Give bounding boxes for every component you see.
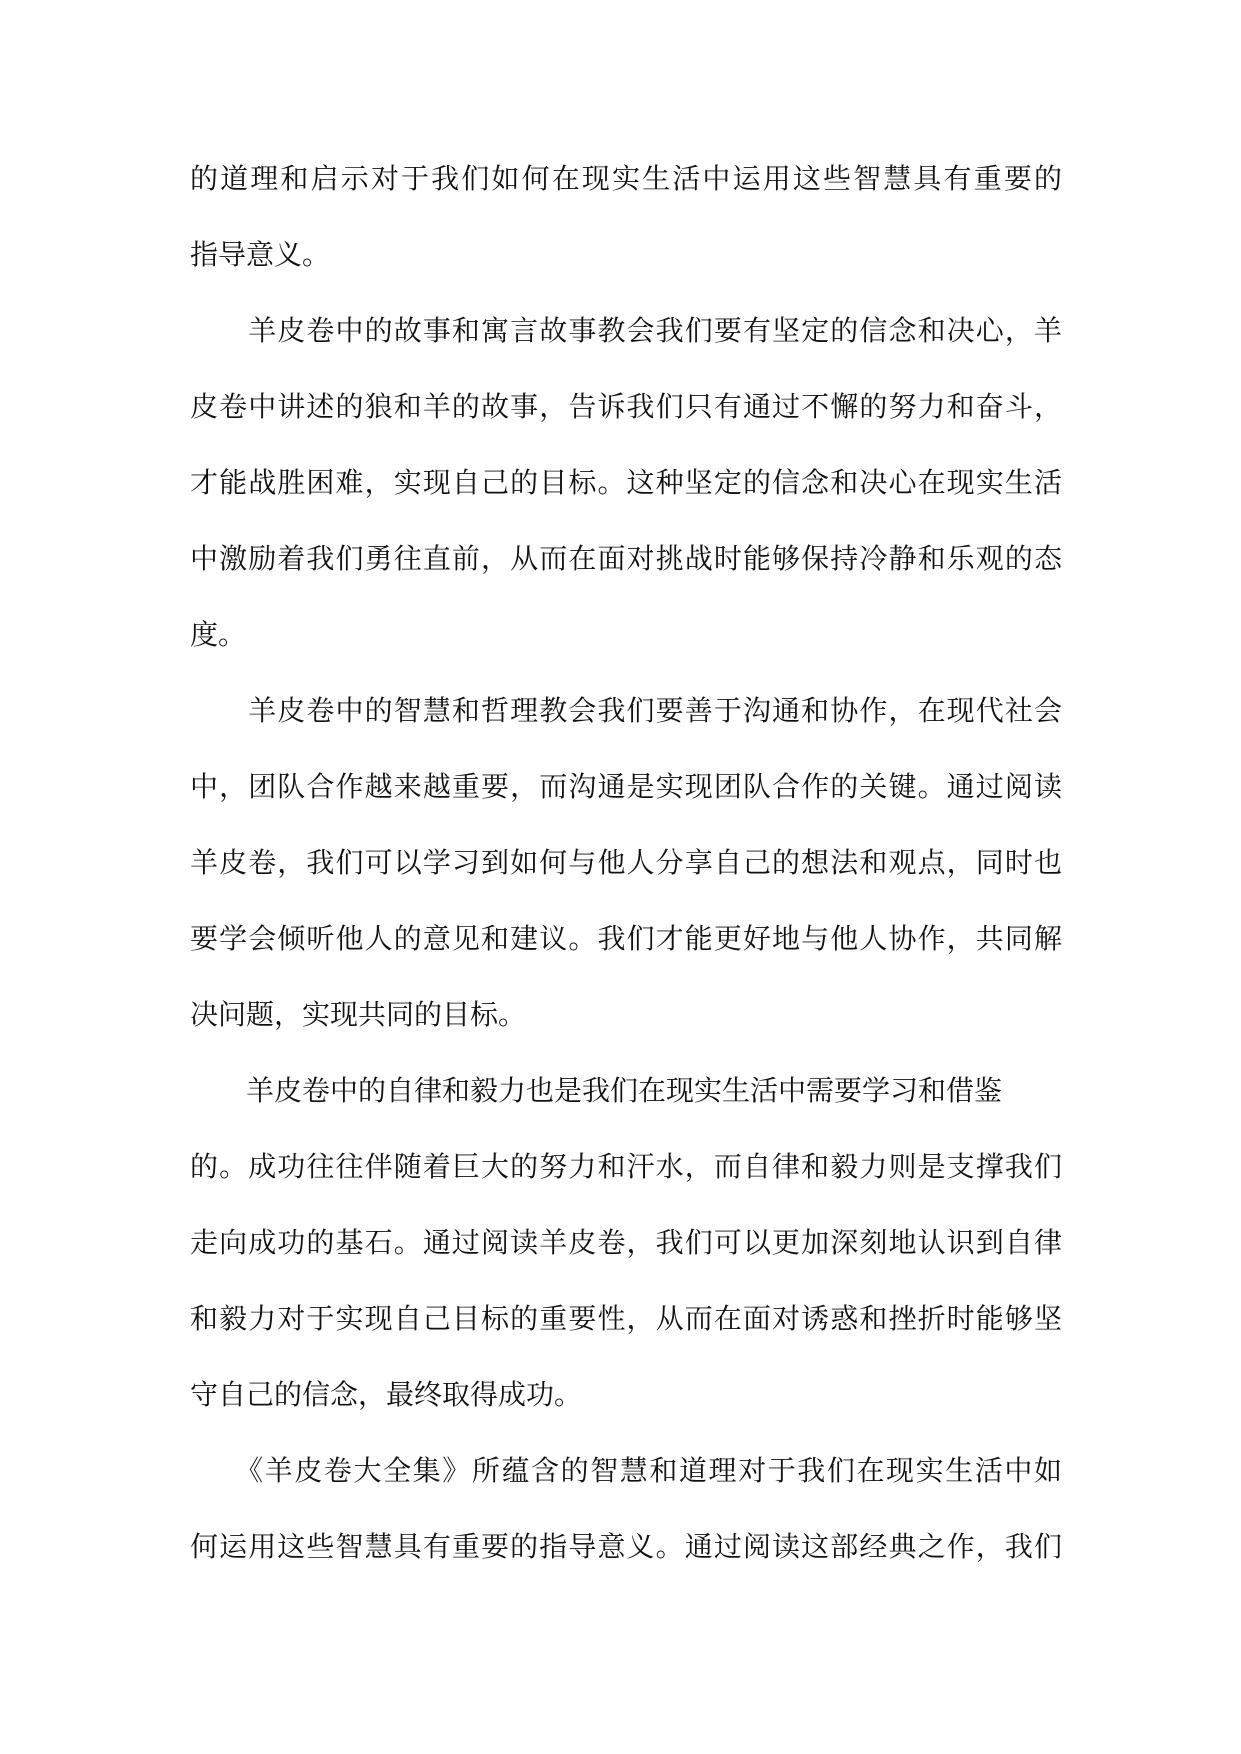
text-line: 中，团队合作越来越重要，而沟通是实现团队合作的关键。通过阅读 xyxy=(190,770,1062,803)
text-line: 的道理和启示对于我们如何在现实生活中运用这些智慧具有重要的 xyxy=(190,162,1062,195)
text-line: 皮卷中讲述的狼和羊的故事，告诉我们只有通过不懈的努力和奋斗， xyxy=(190,390,1062,423)
text-line: 的。成功往往伴随着巨大的努力和汗水，而自律和毅力则是支撑我们 xyxy=(190,1150,1062,1183)
text-line: 度。 xyxy=(190,618,247,651)
text-line: 羊皮卷，我们可以学习到如何与他人分享自己的想法和观点，同时也 xyxy=(190,846,1062,879)
text-line: 《羊皮卷大全集》所蕴含的智慧和道理对于我们在现实生活中如 xyxy=(190,1454,1062,1487)
text-line: 中激励着我们勇往直前，从而在面对挑战时能够保持冷静和乐观的态 xyxy=(190,542,1062,575)
text-line: 决问题，实现共同的目标。 xyxy=(190,998,527,1031)
text-line: 指导意义。 xyxy=(190,238,331,271)
text-line: 守自己的信念，最终取得成功。 xyxy=(190,1378,583,1411)
text-line: 羊皮卷中的智慧和哲理教会我们要善于沟通和协作，在现代社会 xyxy=(190,694,1062,727)
text-line: 何运用这些智慧具有重要的指导意义。通过阅读这部经典之作，我们 xyxy=(190,1530,1062,1563)
text-line: 走向成功的基石。通过阅读羊皮卷，我们可以更加深刻地认识到自律 xyxy=(190,1226,1062,1259)
text-line: 要学会倾听他人的意见和建议。我们才能更好地与他人协作，共同解 xyxy=(190,922,1062,955)
body-text xyxy=(190,141,1062,1585)
text-line: 羊皮卷中的故事和寓言故事教会我们要有坚定的信念和决心，羊 xyxy=(190,314,1062,347)
text-line: 羊皮卷中的自律和毅力也是我们在现实生活中需要学习和借鉴 xyxy=(190,1074,1003,1107)
text-line: 和毅力对于实现自己目标的重要性，从而在面对诱惑和挫折时能够坚 xyxy=(190,1302,1062,1335)
text-line: 才能战胜困难，实现自己的目标。这种坚定的信念和决心在现实生活 xyxy=(190,466,1062,499)
